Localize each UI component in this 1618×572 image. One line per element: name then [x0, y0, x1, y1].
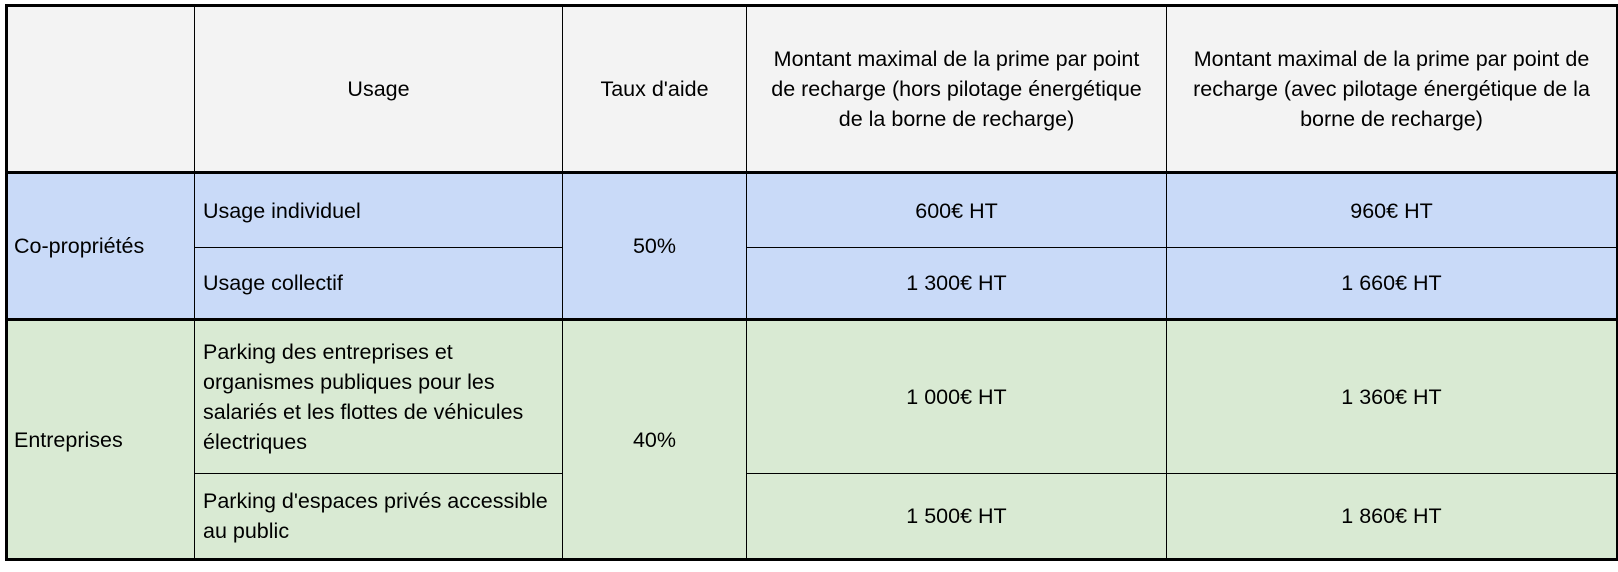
table-header-row [7, 6, 1618, 173]
subsidy-table [5, 4, 1618, 561]
amount-without-pilot-cell: 1 300€ HT [747, 248, 1167, 320]
amount-with-pilot-cell: 1 360€ HT [1167, 320, 1618, 474]
amount-with-pilot-cell: 960€ HT [1167, 173, 1618, 248]
amount-with-pilot-cell: 1 860€ HT [1167, 474, 1618, 560]
rate-cell: 40% [563, 320, 747, 560]
table-row [7, 173, 1618, 248]
header-usage: Usage [195, 6, 563, 173]
header-category [7, 6, 195, 173]
header-amount-with-pilot: Montant maximal de la prime par point de recharge (avec pilotage énergétique de la borne de recharge) [1167, 6, 1618, 173]
usage-cell: Parking des entreprises et organismes publiques pour les salariés et les flottes de véhicules électriques [195, 320, 563, 474]
category-entreprises: Entreprises [7, 320, 195, 560]
table-row [7, 320, 1618, 474]
amount-with-pilot-cell: 1 660€ HT [1167, 248, 1618, 320]
rate-cell: 50% [563, 173, 747, 320]
header-rate: Taux d'aide [563, 6, 747, 173]
table-row [7, 474, 1618, 560]
usage-cell: Parking d'espaces privés accessible au public [195, 474, 563, 560]
usage-cell: Usage collectif [195, 248, 563, 320]
amount-without-pilot-cell: 1 000€ HT [747, 320, 1167, 474]
amount-without-pilot-cell: 1 500€ HT [747, 474, 1167, 560]
amount-without-pilot-cell: 600€ HT [747, 173, 1167, 248]
header-amount-without-pilot: Montant maximal de la prime par point de recharge (hors pilotage énergétique de la borne de recharge) [747, 6, 1167, 173]
category-coproprietes: Co-propriétés [7, 173, 195, 320]
table-row [7, 248, 1618, 320]
usage-cell: Usage individuel [195, 173, 563, 248]
